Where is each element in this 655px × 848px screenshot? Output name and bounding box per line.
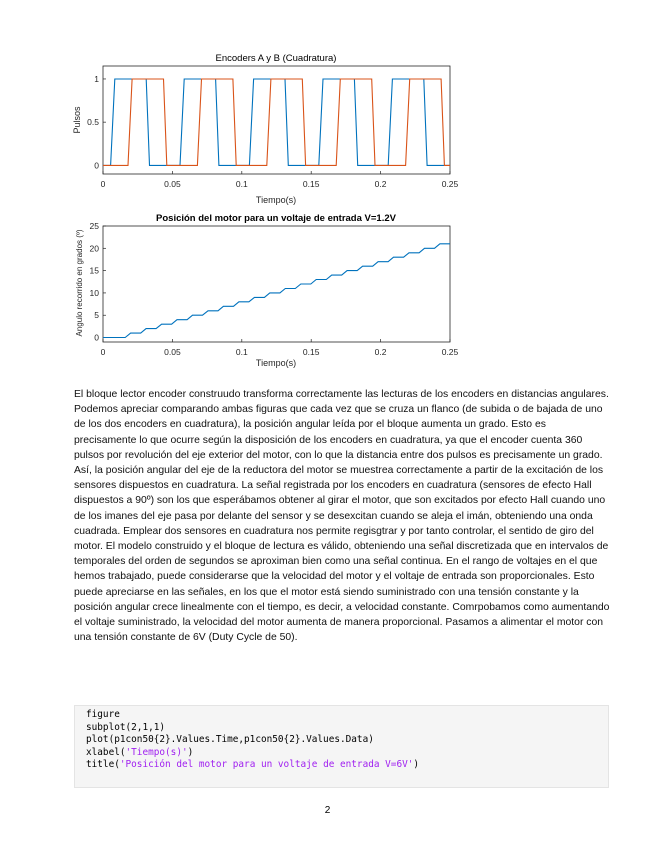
chart2-xtick-label: 0	[100, 347, 106, 357]
chart1-ytick-label: 1	[94, 73, 99, 84]
chart-encoders	[72, 53, 459, 205]
chart2-ylabel: Angulo recorrido en grados (º)	[75, 229, 84, 337]
code-block[interactable]	[74, 705, 609, 788]
chart1-xtick-label: 0.1	[235, 179, 248, 189]
chart2-ytick-label: 20	[89, 243, 99, 254]
code-cmd: xlabel(	[86, 746, 126, 758]
chart1-xtick-label: 0.25	[441, 179, 459, 189]
code-line: figure	[86, 709, 120, 720]
chart1-title: Encoders A y B (Cuadratura)	[215, 53, 337, 64]
chart2-xtick-label: 0.05	[164, 347, 181, 357]
chart2-title: Posición del motor para un voltaje de entrada V=1.2V	[156, 213, 396, 224]
chart1-ytick-label: 0	[94, 160, 99, 171]
chart2-ytick-label: 10	[89, 287, 99, 298]
code-line	[86, 759, 608, 772]
code-string: 'Tiempo(s)'	[125, 746, 188, 758]
body-paragraph: El bloque lector encoder construudo transforma correctamente las lecturas de los encoders en distancias angulares. Podemos apreciar comparando ambas figuras que cada vez que se cruza un flanco (de subida o de bajada de uno de los dos encoders en cuadratura), la posición angular leída por el bloque aumenta un grado. Esto es precisamente lo que ocurre según la disposición de los encoders en cuadratura, ya que el encoder cuenta 360 pulsos por revolución del eje exterior del motor, con lo que la distancia entre dos pulsos es precisamente un grado. Así, la posición angular del eje de la reductora del motor se muestrea correctamente a partir de la excitación de los sensores dispuestos en cuadratura. La señal registrada por los encoders en cuadratura (sensores de efecto Hall dispuestos a 90º) son los que esperábamos obtener al girar el motor, que son excitados por efecto Hall cuando uno de los imanes del eje pasa por delante del sensor y se desexcitan cuando se aleja el imán, obteniendo una onda cuadrada. Emplear dos sensores en cuadratura nos permite regisgtrar y por tanto controlar, el sentido de giro del motor. El modelo construido y el bloque de lectura es válido, obteniendo una señal discretizada que en intervalos de temporales del orden de segundos se aproximan bien como una señal continua. En el rango de voltajes en el que hemos trabajado, puede considerarse que la velocidad del motor y el voltaje de entrada son proporcionales. Esto puede apreciarse en las señales, en los que el motor está siendo suministrado con una tensión constante y la posición angular crece linealmente con el tiempo, es decir, a velocidad constante. Comrpobamos como aumentando el voltaje suministrado, la velocidad del motor aumenta de manera proporcional. Pasamos a alimentar el motor con una tensión constante de 6V (Duty Cycle de 50).	[74, 389, 610, 644]
chart2-xtick-label: 0.25	[441, 347, 459, 357]
code-cmd: title(	[86, 759, 120, 771]
chart2-xtick-label: 0.2	[374, 347, 387, 357]
chart2-ytick-label: 15	[89, 265, 99, 276]
chart1-xlabel: Tiempo(s)	[255, 195, 297, 205]
chart1-ytick-label: 0.5	[87, 117, 99, 128]
chart1-xtick-label: 0.05	[164, 179, 181, 189]
chart1-xtick-label: 0	[100, 179, 106, 189]
chart1-plot-area	[103, 66, 450, 174]
code-string: 'Posición del motor para un voltaje de entrada V=6V'	[119, 759, 414, 771]
figure	[0, 0, 655, 380]
chart2-xtick-label: 0.1	[235, 347, 248, 357]
page-number: 2	[324, 805, 331, 816]
chart2-plot-area	[103, 226, 450, 342]
code-line: subplot(2,1,1)	[86, 721, 166, 733]
chart2-xlabel: Tiempo(s)	[255, 358, 297, 368]
code-line	[86, 747, 608, 760]
code-line: plot(p1con50{2}.Values.Time,p1con50{2}.Values.Data)	[86, 734, 374, 746]
chart1-xtick-label: 0.2	[374, 179, 387, 189]
chart2-ytick-label: 25	[89, 221, 99, 231]
code-cmd-end: )	[413, 759, 420, 771]
chart1-ylabel: Pulsos	[72, 106, 82, 134]
chart2-ytick-label: 5	[94, 310, 99, 321]
chart2-xtick-label: 0.15	[302, 347, 320, 357]
code-cmd-end: )	[187, 746, 194, 758]
chart1-xtick-label: 0.15	[302, 179, 320, 189]
chart2-ytick-label: 0	[94, 332, 99, 343]
chart-position	[75, 213, 459, 368]
